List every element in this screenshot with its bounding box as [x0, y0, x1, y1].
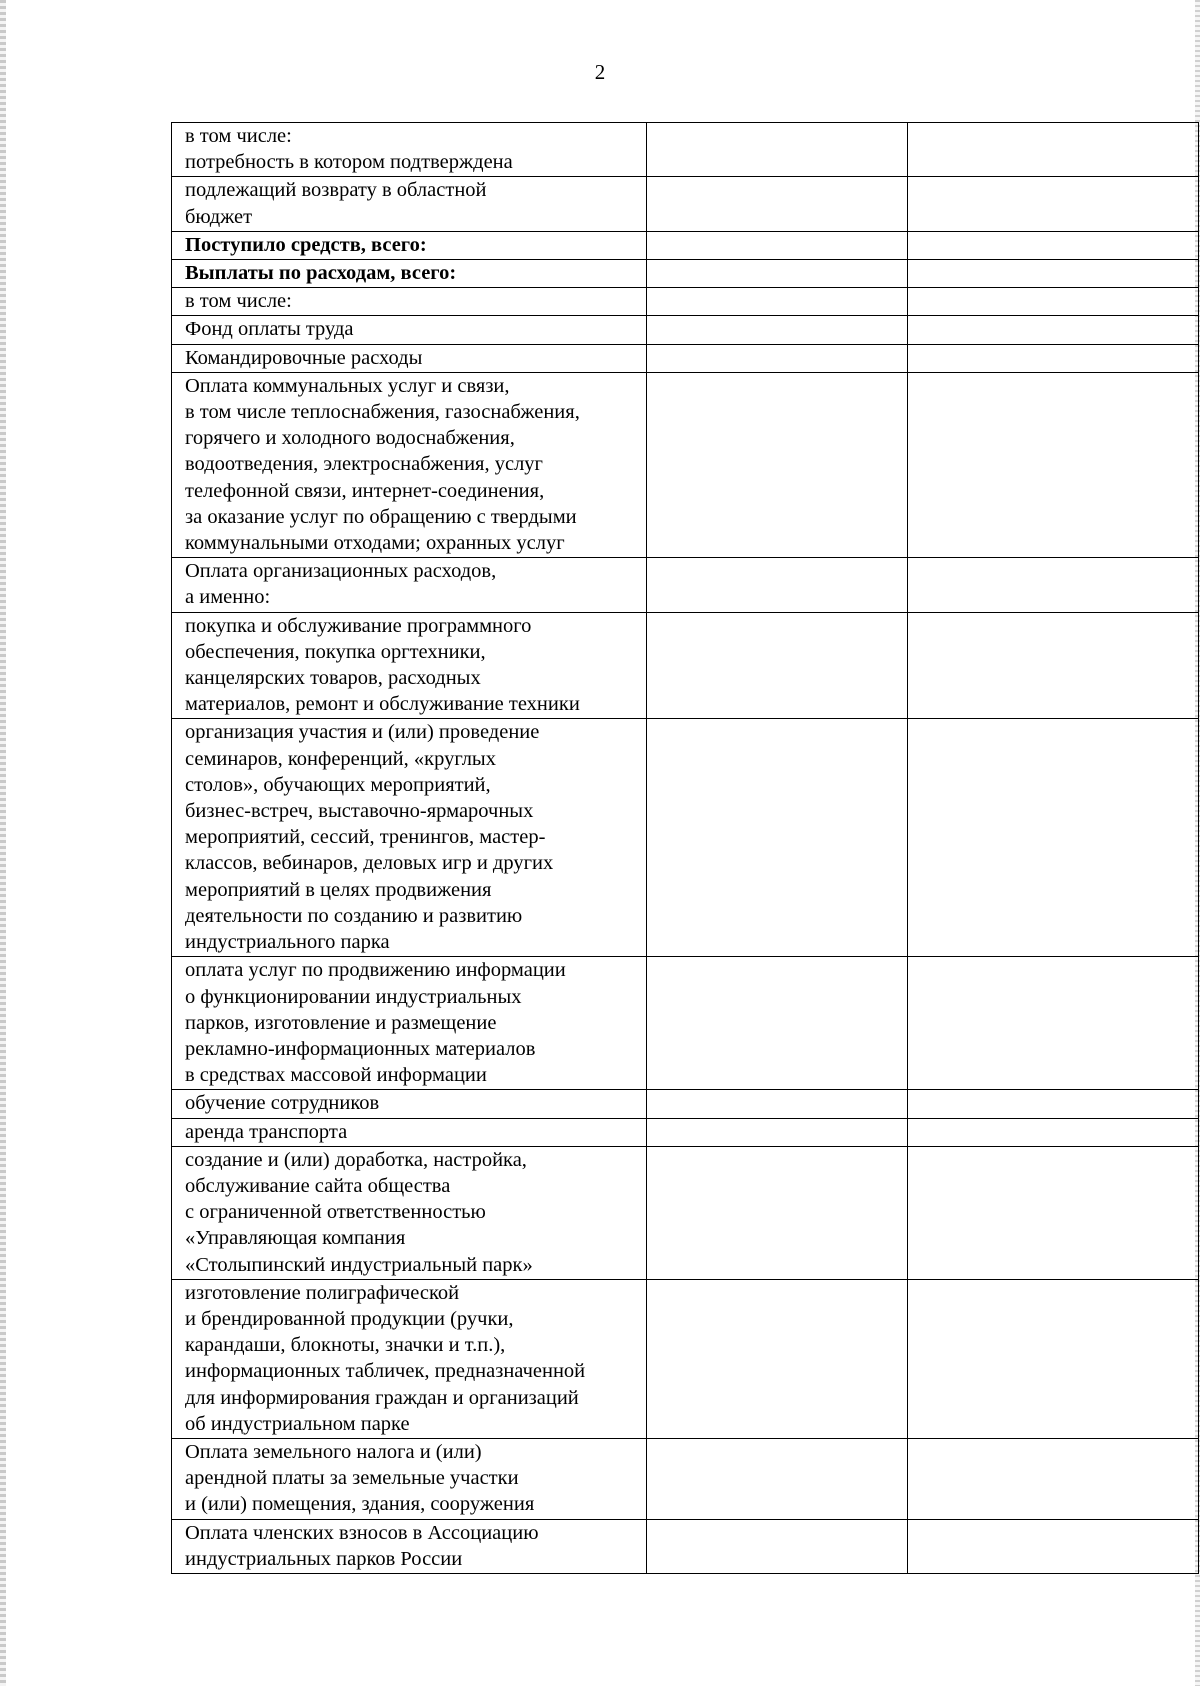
table-row — [172, 719, 1199, 957]
row-label-cell — [172, 719, 647, 957]
expense-table — [171, 122, 1199, 1574]
row-label-line: телефонной связи, интернет-соединения, — [185, 479, 545, 502]
value-cell-col2 — [647, 1438, 908, 1519]
value-cell-col3 — [908, 1279, 1199, 1438]
table-row — [172, 558, 1199, 612]
row-label-line: с ограниченной ответственностью — [185, 1201, 486, 1224]
table-row — [172, 316, 1199, 344]
row-label-line: и брендированной продукции (ручки, — [185, 1307, 514, 1330]
row-label-line: Оплата коммунальных услуг и связи, — [185, 374, 510, 397]
table-row — [172, 177, 1199, 231]
row-label-line: Выплаты по расходам, всего: — [185, 262, 457, 285]
row-label-line: создание и (или) доработка, настройка, — [185, 1148, 527, 1171]
expense-table-body — [172, 123, 1199, 1574]
row-label-line: парков, изготовление и размещение — [185, 1011, 497, 1034]
row-label-line: об индустриальном парке — [185, 1412, 410, 1435]
row-label-line: для информирования граждан и организаций — [185, 1386, 579, 1409]
value-cell-col2 — [647, 288, 908, 316]
table-row — [172, 344, 1199, 372]
value-cell-col2 — [647, 260, 908, 288]
row-label-line: аренда транспорта — [185, 1120, 348, 1143]
row-label-line: бизнес-встреч, выставочно-ярмарочных — [185, 800, 534, 823]
row-label-line: бюджет — [185, 205, 253, 228]
table-row — [172, 1438, 1199, 1519]
value-cell-col2 — [647, 612, 908, 719]
row-label-line: классов, вебинаров, деловых игр и других — [185, 852, 554, 875]
row-label-line: Оплата организационных расходов, — [185, 560, 497, 583]
row-label-cell — [172, 1438, 647, 1519]
row-label-line: индустриального парка — [185, 931, 390, 954]
value-cell-col2 — [647, 372, 908, 557]
row-label-cell — [172, 344, 647, 372]
table-row — [172, 612, 1199, 719]
row-label-line: Оплата членских взносов в Ассоциацию — [185, 1521, 539, 1544]
row-label-line: потребность в котором подтверждена — [185, 151, 513, 174]
value-cell-col3 — [908, 372, 1199, 557]
table-row — [172, 231, 1199, 259]
row-label-cell — [172, 1279, 647, 1438]
value-cell-col3 — [908, 231, 1199, 259]
row-label-line: материалов, ремонт и обслуживание техники — [185, 693, 580, 716]
value-cell-col2 — [647, 177, 908, 231]
row-label-line: обслуживание сайта общества — [185, 1174, 451, 1197]
row-label-line: деятельности по созданию и развитию — [185, 904, 523, 927]
table-row — [172, 372, 1199, 557]
value-cell-col2 — [647, 344, 908, 372]
row-label-cell — [172, 288, 647, 316]
row-label-cell — [172, 316, 647, 344]
row-label-line: в том числе: — [185, 125, 292, 147]
row-label-line: за оказание услуг по обращению с твердыми — [185, 505, 577, 528]
row-label-line: подлежащий возврату в областной — [185, 179, 487, 202]
row-label-line: изготовление полиграфической — [185, 1281, 460, 1304]
row-label-cell — [172, 231, 647, 259]
row-label-line: а именно: — [185, 586, 271, 609]
row-label-line: карандаши, блокноты, значки и т.п.), — [185, 1334, 506, 1357]
row-label-line: о функционировании индустриальных — [185, 985, 522, 1008]
row-label-line: «Столыпинский индустриальный парк» — [185, 1253, 533, 1276]
row-label-cell — [172, 1519, 647, 1573]
value-cell-col2 — [647, 558, 908, 612]
table-row — [172, 123, 1199, 177]
row-label-line: в средствах массовой информации — [185, 1064, 487, 1087]
table-row — [172, 1146, 1199, 1279]
value-cell-col3 — [908, 719, 1199, 957]
table-row — [172, 957, 1199, 1090]
row-label-line: семинаров, конференций, «круглых — [185, 747, 496, 770]
row-label-cell — [172, 123, 647, 177]
value-cell-col3 — [908, 288, 1199, 316]
value-cell-col2 — [647, 719, 908, 957]
row-label-line: мероприятий в целях продвижения — [185, 878, 492, 901]
row-label-cell — [172, 177, 647, 231]
row-label-line: «Управляющая компания — [185, 1227, 406, 1250]
value-cell-col2 — [647, 1118, 908, 1146]
value-cell-col3 — [908, 1118, 1199, 1146]
row-label-line: водоотведения, электроснабжения, услуг — [185, 453, 543, 476]
value-cell-col2 — [647, 1090, 908, 1118]
value-cell-col3 — [908, 1519, 1199, 1573]
row-label-line: арендной платы за земельные участки — [185, 1467, 519, 1490]
table-row — [172, 1279, 1199, 1438]
row-label-line: и (или) помещения, здания, сооружения — [185, 1493, 535, 1516]
scan-left-edge — [0, 0, 6, 1686]
row-label-line: Командировочные расходы — [185, 346, 423, 369]
table-row — [172, 1090, 1199, 1118]
table-row — [172, 1118, 1199, 1146]
row-label-line: в том числе теплоснабжения, газоснабжения, — [185, 401, 580, 424]
value-cell-col3 — [908, 177, 1199, 231]
row-label-cell — [172, 260, 647, 288]
row-label-line: канцелярских товаров, расходных — [185, 667, 481, 690]
row-label-cell — [172, 957, 647, 1090]
row-label-line: организация участия и (или) проведение — [185, 721, 540, 744]
row-label-cell — [172, 1090, 647, 1118]
row-label-line: Фонд оплаты труда — [185, 318, 354, 341]
row-label-line: мероприятий, сессий, тренингов, мастер- — [185, 826, 546, 849]
page-number: 2 — [594, 60, 606, 84]
value-cell-col3 — [908, 344, 1199, 372]
row-label-line: в том числе: — [185, 290, 292, 313]
value-cell-col2 — [647, 1519, 908, 1573]
row-label-cell — [172, 372, 647, 557]
row-label-line: горячего и холодного водоснабжения, — [185, 427, 515, 450]
value-cell-col3 — [908, 612, 1199, 719]
value-cell-col3 — [908, 1090, 1199, 1118]
value-cell-col3 — [908, 123, 1199, 177]
value-cell-col3 — [908, 316, 1199, 344]
value-cell-col3 — [908, 1146, 1199, 1279]
table-row — [172, 260, 1199, 288]
value-cell-col3 — [908, 1438, 1199, 1519]
row-label-line: рекламно-информационных материалов — [185, 1037, 536, 1060]
row-label-line: индустриальных парков России — [185, 1547, 463, 1570]
table-row — [172, 288, 1199, 316]
value-cell-col3 — [908, 260, 1199, 288]
value-cell-col2 — [647, 1279, 908, 1438]
row-label-line: обучение сотрудников — [185, 1092, 380, 1115]
row-label-cell — [172, 558, 647, 612]
row-label-line: столов», обучающих мероприятий, — [185, 773, 491, 796]
value-cell-col2 — [647, 957, 908, 1090]
row-label-line: информационных табличек, предназначенной — [185, 1360, 586, 1383]
row-label-line: обеспечения, покупка оргтехники, — [185, 640, 486, 663]
row-label-line: оплата услуг по продвижению информации — [185, 959, 566, 982]
row-label-line: Поступило средств, всего: — [185, 233, 427, 256]
value-cell-col2 — [647, 123, 908, 177]
row-label-cell — [172, 1146, 647, 1279]
table-row — [172, 1519, 1199, 1573]
value-cell-col3 — [908, 558, 1199, 612]
row-label-cell — [172, 1118, 647, 1146]
row-label-cell — [172, 612, 647, 719]
row-label-line: Оплата земельного налога и (или) — [185, 1440, 482, 1463]
value-cell-col2 — [647, 316, 908, 344]
value-cell-col3 — [908, 957, 1199, 1090]
row-label-line: коммунальными отходами; охранных услуг — [185, 532, 565, 555]
row-label-line: покупка и обслуживание программного — [185, 614, 532, 637]
value-cell-col2 — [647, 1146, 908, 1279]
value-cell-col2 — [647, 231, 908, 259]
